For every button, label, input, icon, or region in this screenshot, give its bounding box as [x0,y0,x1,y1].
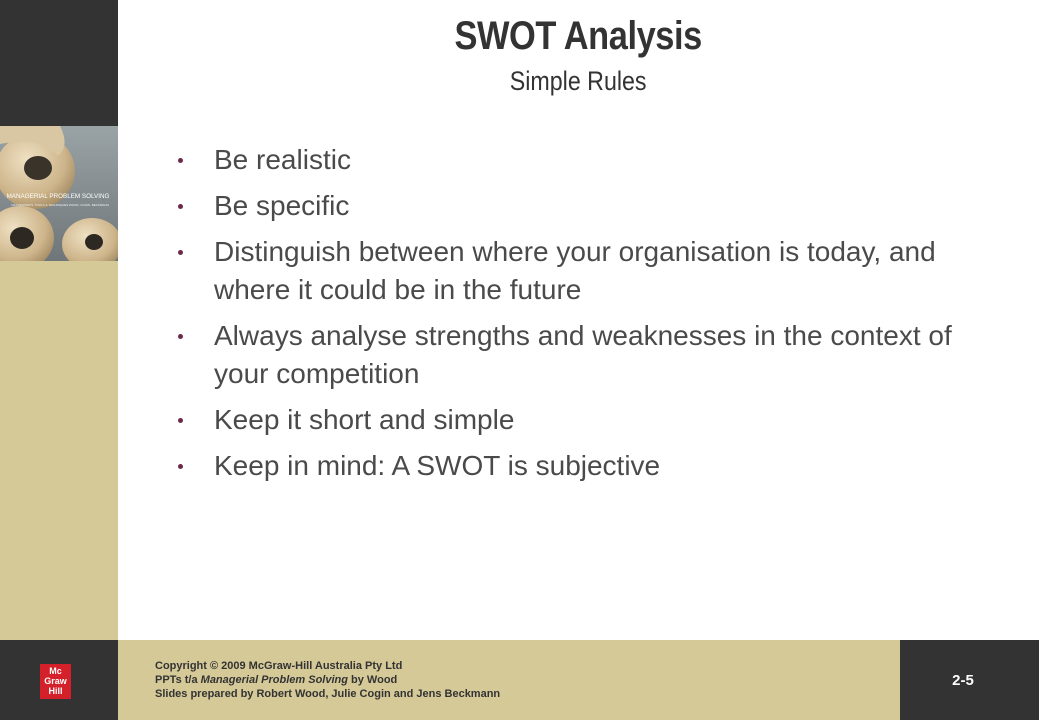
cover-subtitle-text: FRAMEWORKS, TOOLS & TECHNIQUES WOOD, COGIN, BECKMANN [11,203,109,207]
bullet-item [175,317,995,393]
bullet-dot-icon [178,464,183,469]
ppts-prefix: PPTs t/a [155,674,201,686]
bullet-dot-icon [178,204,183,209]
slide-subtitle: Simple Rules [509,66,647,96]
bullet-dot-icon [178,418,183,423]
page-number: 2-5 [952,672,974,689]
bullet-dot-icon [178,334,183,339]
bullet-text: Be realistic [214,144,351,175]
sidebar-top-panel [0,0,118,126]
mcgraw-hill-logo [40,664,71,699]
cover-title-text: MANAGERIAL PROBLEM SOLVING [6,193,110,200]
bullet-text: Keep in mind: A SWOT is subjective [214,450,661,481]
bullet-item [175,447,995,485]
bullet-text: Distinguish between where your organisation is today, and where it could be in the future [214,236,936,305]
bullet-item [175,233,995,309]
copyright-line: Copyright © 2009 McGraw-Hill Australia Pty Ltd [155,660,403,672]
bullet-item [175,141,995,179]
logo-line-3: Hill [48,686,63,696]
bullet-text: Be specific [214,190,350,221]
slides-prepared-line: Slides prepared by Robert Wood, Julie Cogin and Jens Beckmann [155,688,501,700]
copyright-notice [155,659,500,701]
bullet-item [175,187,995,225]
bullet-text: Always analyse strengths and weaknesses in the context of your competition [214,320,952,389]
bullet-dot-icon [178,158,183,163]
sidebar-bottom-panel [0,261,118,640]
logo-line-2: Graw [44,676,67,686]
book-cover-image [0,126,118,261]
slide-title: SWOT Analysis [454,14,702,58]
logo-line-1: Mc [49,666,62,676]
bullet-item [175,401,995,439]
bullet-list [175,141,995,493]
ppts-line [155,673,500,687]
ppts-suffix: by Wood [347,674,398,686]
ppts-book-title: Managerial Problem Solving [200,674,348,686]
bullet-dot-icon [178,250,183,255]
bullet-text: Keep it short and simple [214,404,515,435]
